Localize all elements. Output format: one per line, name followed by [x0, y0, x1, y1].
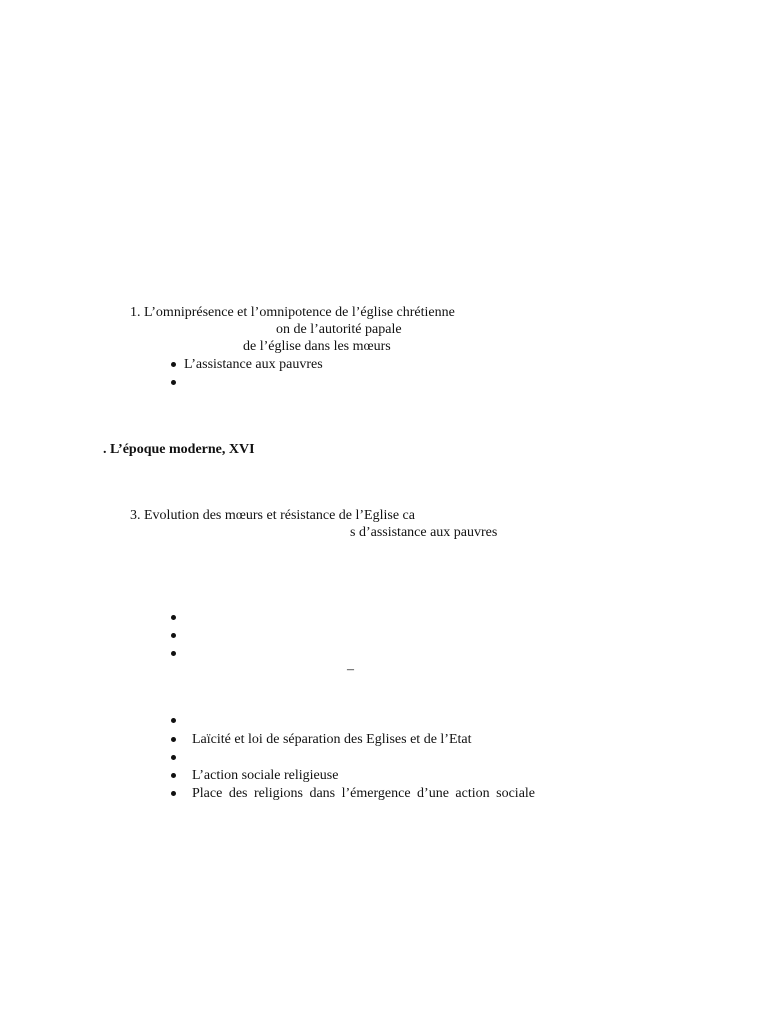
list-item-assistance: L’assistance aux pauvres [184, 357, 323, 372]
section-heading-modern-era: . L’époque moderne, XVI [103, 442, 255, 457]
bullet-icon [171, 791, 176, 796]
list-item-religious-social-action: L’action sociale religieuse [192, 768, 339, 783]
bullet-icon [171, 651, 176, 656]
bullet-icon [171, 773, 176, 778]
bullet-icon [171, 633, 176, 638]
bullet-icon [171, 362, 176, 367]
text-fragment-papal-authority: on de l’autorité papale [276, 322, 402, 337]
outline-item-1: 1. L’omniprésence et l’omnipotence de l’église chrétienne [130, 305, 455, 320]
bullet-icon [171, 755, 176, 760]
text-fragment-church-morals: de l’église dans les mœurs [243, 339, 391, 354]
bullet-icon [171, 615, 176, 620]
bullet-icon [171, 380, 176, 385]
list-item-laicite: Laïcité et loi de séparation des Eglises et de l’Etat [192, 732, 472, 747]
list-item-place-of-religions: Place des religions dans l’émergence d’une action sociale [192, 786, 536, 801]
bullet-icon [171, 718, 176, 723]
bullet-icon [171, 737, 176, 742]
dash-mark: – [347, 662, 354, 677]
outline-item-3: 3. Evolution des mœurs et résistance de l’Eglise ca [130, 508, 415, 523]
text-fragment-assistance: s d’assistance aux pauvres [350, 525, 498, 540]
